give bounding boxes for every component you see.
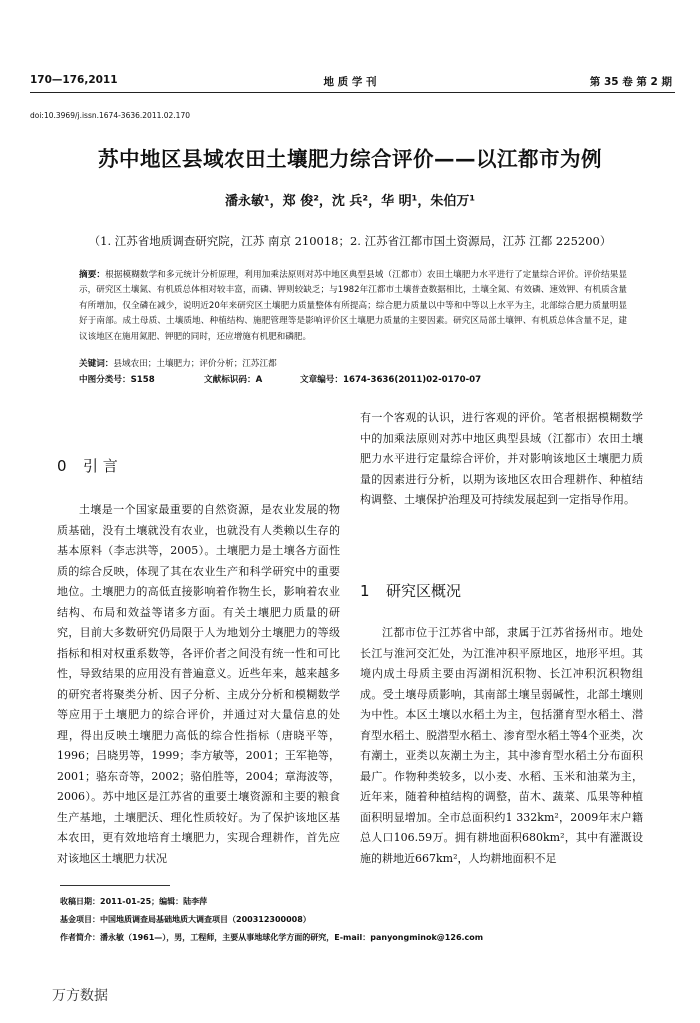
section-heading-study-area [360, 580, 461, 601]
affiliations: （1. 江苏省地质调查研究院，江苏 南京 210018；2. 江苏省江都市国土资源局，江苏 江都 225200） [88, 234, 612, 248]
right-column-text [360, 408, 643, 511]
abstract-label: 摘要： [79, 270, 106, 280]
clc-value: S158 [130, 375, 155, 385]
keywords [79, 357, 627, 372]
abstract-text: 根据模糊数学和多元统计分析原理，利用加乘法原则对苏中地区典型县域（江都市）农田土壤肥力水平进行了定量综合评价。评价结果显示，研究区土壤氮、有机质总体相对较丰富，而磷、钾则较缺乏；与1982年江都市土壤普查数据相比，土壤全氮、有效磷、速效钾、有机质含量有所增加，仅全磷在减少，说明近20年来研究区土壤肥力质量整体有所提高；综合肥力质量以中等和中等以上水平为主，北部综合肥力质量明显好于南部。成土母质、土壤质地、种植结构、施肥管理等是影响评价区土壤肥力质量的主要因素。研究区局部土壤钾、有机质总体含量不足，建议该地区在施用氮肥、钾肥的同时，还应增施有机肥和磷肥。 [79, 270, 627, 342]
volume-issue: 第 35 卷 第 2 期 [589, 76, 672, 88]
section-title: 研究区概况 [386, 582, 462, 600]
paper-title: 苏中地区县域农田土壤肥力综合评价——以江都市为例 [98, 147, 602, 171]
footnote-received: 收稿日期：2011-01-25；编辑：陆李萍 [60, 897, 208, 906]
study-area-paragraph: 江都市位于江苏省中部，隶属于江苏省扬州市。地处长江与淮河交汇处，为江淮冲积平原地区，地形平坦。其境内成土母质主要由泻湖相沉积物、长江冲积沉积物组成。受土壤母质影响，其南部土壤呈弱碱性，北部土壤则为中性。本区土壤以水稻土为主，包括潴育型水稻土、潜育型水稻土、脱潜型水稻土、渗育型水稻土等4个亚类，次有潮土，亚类以灰潮土为主，其中渗育型水稻土分布面积最广。作物种类较多，以小麦、水稻、玉米和油菜为主，近年来，随着种植结构的调整，苗木、蔬菜、瓜果等种植面积明显增加。全市总面积约1 332km²，2009年末户籍总人口106.59万。拥有耕地面积680km²，其中有灌溉设施的耕地近667km²，人均耕地面积不足 [360, 626, 643, 865]
classification-line [79, 373, 639, 385]
intro-column [57, 500, 340, 869]
clc-label: 中图分类号： [79, 375, 131, 385]
journal-name: 地 质 学 刊 [323, 76, 377, 88]
keywords-label: 关键词： [79, 359, 114, 369]
footnote-author: 作者简介：潘永敏（1961—），男，工程师，主要从事地球化学方面的研究，E-mail：panyongminok@126.com [60, 933, 484, 942]
intro-continuation: 有一个客观的认识，进行客观的评价。笔者根据模糊数学中的加乘法原则对苏中地区典型县域（江都市）农田土壤肥力水平进行定量综合评价，并对影响该地区土壤肥力质量的因素进行分析，以期为该地区农田合理耕作、种植结构调整、土壤保护治理及可持续发展起到一定指导作用。 [360, 411, 643, 506]
section-title: 引 言 [83, 457, 118, 475]
page-range: 170—176,2011 [30, 74, 118, 86]
footnote-rule [60, 885, 170, 886]
doc-code-label: 文献标识码： [204, 375, 256, 385]
watermark: 万方数据 [52, 988, 108, 1004]
abstract [79, 268, 627, 345]
section-heading-intro [57, 455, 118, 476]
doc-code-value: A [255, 375, 263, 385]
intro-paragraph: 土壤是一个国家最重要的自然资源，是农业发展的物质基础，没有土壤就没有农业，也就没有人类赖以生存的基本原料（李志洪等，2005）。土壤肥力是土壤各方面性质的综合反映，体现了其在农业生产和科学研究中的重要地位。土壤肥力的高低直接影响着作物生长，影响着农业结构、布局和效益等诸多方面。有关土壤肥力质量的研究，目前大多数研究仍局限于人为地划分土壤肥力的等级指标和相对权重系数等，各评价者之间没有统一性和可比性，导致结果的应用没有普遍意义。近些年来，越来越多的研究者将聚类分析、因子分析、主成分分析和模糊数学等应用于土壤肥力的综合评价，并通过对大量信息的处理，得出反映土壤肥力高低的综合性指标（唐晓平等，1996；吕晓男等，1999；李方敏等，2001；王军艳等，2001；骆东奇等，2002；骆伯胜等，2004；章海波等，2006）。苏中地区是江苏省的重要土壤资源和主要的粮食生产基地，土壤肥沃、理化性质较好。为了保护该地区基本农田，更有效地培育土壤肥力，实现合理耕作，首先应对该地区土壤肥力状况 [57, 503, 340, 865]
author-list: 潘永敏¹，郑 俊²，沈 兵²，华 明¹，朱伯万¹ [224, 194, 476, 209]
section-number: 0 [57, 457, 67, 475]
header-rule [30, 92, 675, 93]
doi[interactable]: doi:10.3969/j.issn.1674-3636.2011.02.170 [30, 111, 190, 120]
article-no-value: 1674-3636(2011)02-0170-07 [342, 375, 482, 385]
footnote-fund: 基金项目：中国地质调查局基础地质大调查项目（200312300008） [60, 915, 311, 924]
keywords-text: 县域农田；土壤肥力；评价分析；江苏江都 [113, 359, 277, 369]
study-area-column [360, 623, 643, 869]
article-no-label: 文章编号： [300, 375, 343, 385]
section-number: 1 [360, 582, 370, 600]
